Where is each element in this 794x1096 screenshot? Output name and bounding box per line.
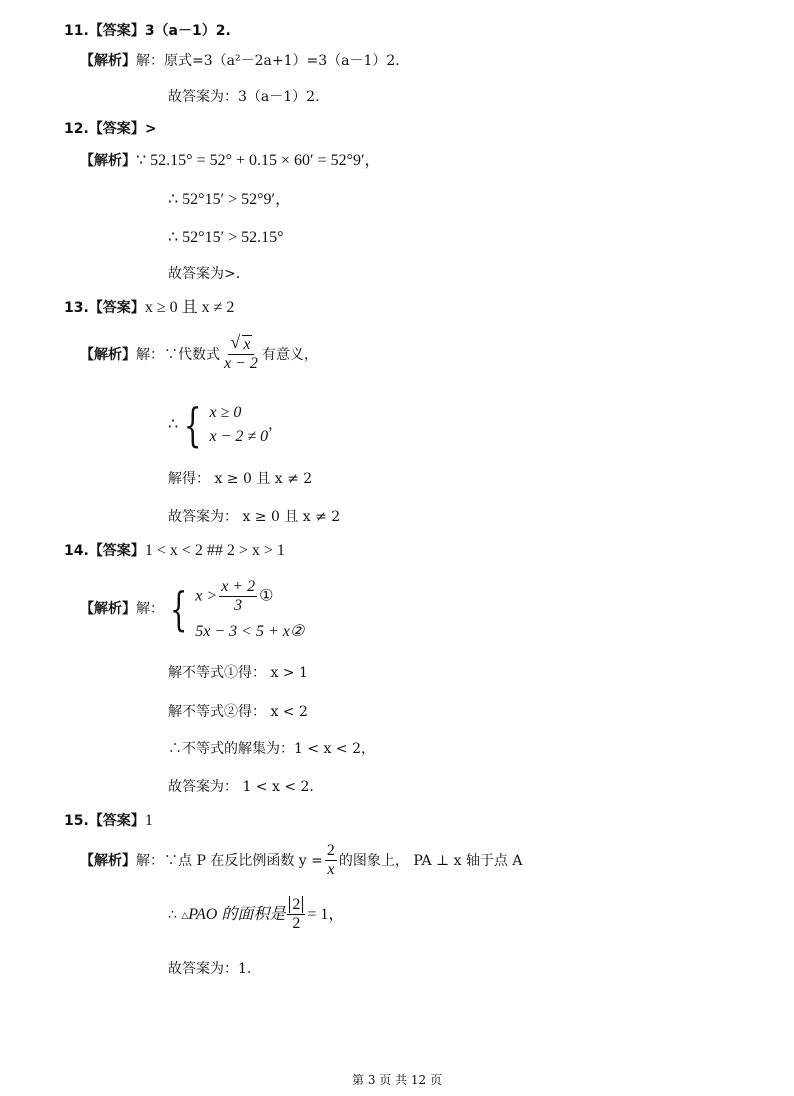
q12-number: 12.	[64, 121, 89, 137]
q14-row1-mark: ①	[259, 587, 274, 605]
q15-fraction	[325, 842, 337, 880]
q13-number: 13.	[64, 300, 89, 316]
q13-system-row1: x ≥ 0	[209, 404, 242, 421]
q11-answer: 3（a－1）2.	[144, 23, 231, 39]
q15-intro-suffix: 的图象上， PA ⊥ x 轴于点 A	[338, 852, 523, 869]
q11-answer-line	[64, 24, 231, 38]
q14-step3: ∴不等式的解集为：1 < x < 2，	[168, 741, 375, 757]
q15-answer-line	[64, 813, 153, 829]
q13-fraction: √ x x − 2	[224, 332, 258, 373]
q15-answer: 1	[144, 812, 153, 829]
q15-intro-prefix: 解：∵点 P 在反比例函数 y =	[136, 852, 323, 869]
q13-therefore: ∴	[168, 416, 179, 433]
q15-area-text: PAO 的面积是	[188, 905, 286, 923]
q12-step2: ∴ 52°15′ > 52°9′，	[168, 191, 292, 208]
q14-row1-lhs: x >	[195, 587, 218, 605]
q15-analysis-tag: 【解析】	[80, 852, 136, 869]
page-footer: 第 3 页 共 12 页	[352, 1073, 442, 1087]
q13-solve: 解得： x ≥ 0 且 x ≠ 2	[168, 471, 313, 487]
q12-step3: ∴ 52°15′ > 52.15°	[168, 229, 284, 246]
q14-answer: 1 < x < 2 ## 2 > x > 1	[144, 542, 285, 559]
q14-brace: {	[169, 581, 188, 636]
q15-area-fraction	[287, 896, 305, 934]
q13-answer: x ≥ 0 且 x ≠ 2	[144, 299, 235, 316]
q12-step1: ∵ 52.15° = 52° + 0.15 × 60′ = 52°9′，	[136, 152, 381, 169]
q15-analysis-line	[80, 842, 523, 880]
q13-system-tail: ，	[268, 417, 283, 433]
q15-area-numerator: 2	[289, 896, 303, 913]
q11-answer-tag: 【答案】	[88, 23, 145, 39]
q13-answer-line	[64, 300, 234, 316]
q13-conclusion: 故答案为： x ≥ 0 且 x ≠ 2	[168, 509, 341, 525]
q12-analysis-line	[80, 153, 380, 169]
q14-step2: 解不等式②得： x < 2	[168, 704, 308, 720]
q15-conclusion: 故答案为：1.	[168, 961, 252, 977]
q12-analysis-tag: 【解析】	[80, 153, 136, 169]
q15-area-line	[168, 896, 344, 934]
q14-row1-numerator: x + 2	[219, 578, 257, 597]
q13-frac-denominator: x − 2	[224, 355, 258, 373]
q13-frac-numerator: x	[243, 336, 251, 353]
q12-answer-line	[64, 122, 157, 136]
q14-row1-fraction	[219, 578, 257, 616]
q13-intro-suffix: 有意义，	[261, 346, 318, 363]
q13-answer-tag: 【答案】	[88, 300, 145, 316]
q15-answer-tag: 【答案】	[88, 813, 145, 829]
q15-frac-numerator: 2	[325, 842, 337, 861]
q14-intro: 解：	[136, 600, 164, 617]
q12-answer-tag: 【答案】	[88, 121, 145, 137]
q15-frac-denominator: x	[327, 861, 335, 879]
q15-triangle-symbol: △	[181, 910, 189, 921]
q14-row1-denominator: 3	[234, 597, 243, 615]
q14-answer-line	[64, 543, 285, 559]
q13-brace: {	[184, 398, 202, 452]
q14-conclusion: 故答案为： 1 < x < 2.	[168, 779, 314, 795]
q12-conclusion: 故答案为>.	[168, 266, 241, 282]
q13-system-line	[168, 398, 283, 452]
q11-conclusion: 故答案为：3（a－1）2.	[168, 89, 320, 105]
q13-analysis-line	[80, 332, 318, 374]
q11-analysis: 解：原式=3（a²－2a+1）=3（a－1）2.	[136, 53, 400, 69]
q11-analysis-line	[80, 54, 400, 68]
q13-intro-prefix: 解：∵代数式	[136, 346, 220, 363]
q14-number: 14.	[64, 543, 89, 559]
q14-step1: 解不等式①得： x > 1	[168, 665, 308, 681]
q15-area-denominator: 2	[292, 915, 301, 933]
q11-analysis-tag: 【解析】	[80, 53, 136, 69]
q14-answer-tag: 【答案】	[88, 543, 145, 559]
q14-row2: 5x − 3 < 5 + x②	[195, 622, 305, 640]
q14-analysis-line	[80, 578, 304, 640]
q15-number: 15.	[64, 813, 89, 829]
q13-analysis-tag: 【解析】	[80, 346, 136, 363]
q15-area-tail: = 1，	[307, 905, 345, 923]
q12-answer: >	[144, 121, 157, 137]
q13-system-row2: x − 2 ≠ 0	[209, 428, 269, 445]
q14-analysis-tag: 【解析】	[80, 600, 136, 617]
q15-area-prefix: ∴	[168, 906, 177, 923]
q11-number: 11.	[64, 23, 89, 39]
